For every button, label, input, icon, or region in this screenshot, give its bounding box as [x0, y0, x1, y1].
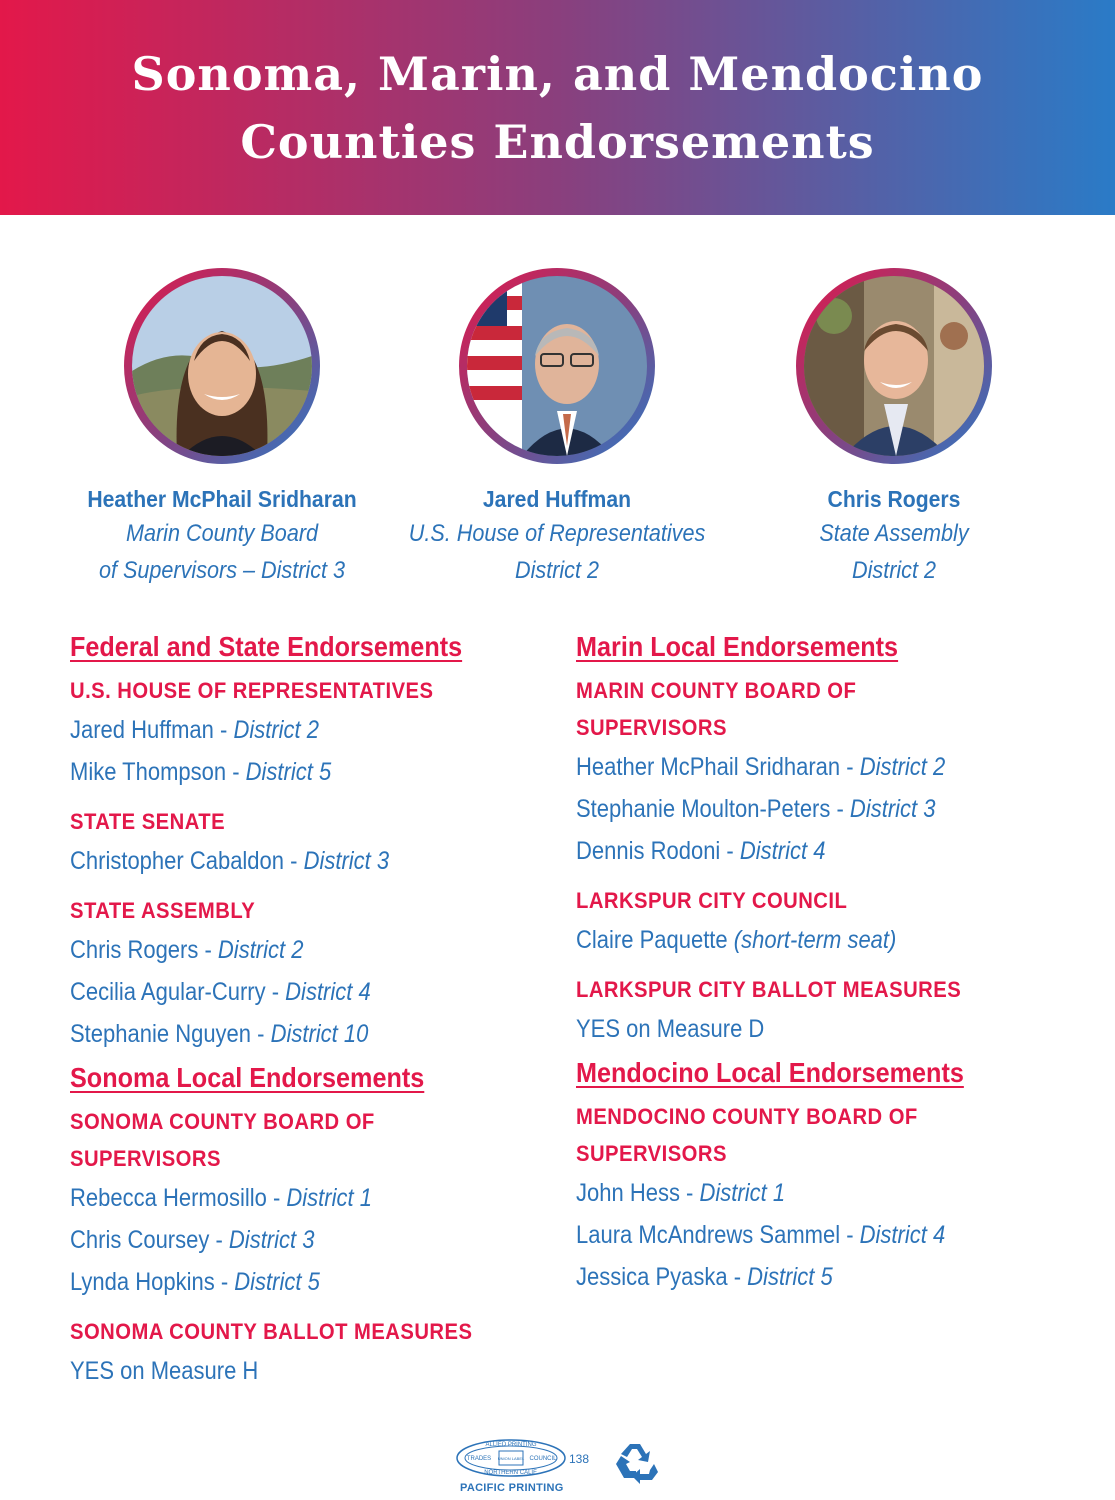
- right-endorsements-column: [576, 628, 1056, 1298]
- union-label-bug: [455, 1438, 567, 1483]
- category-title-line-1: MARIN COUNTY BOARD OF: [576, 678, 857, 703]
- endorsee-name: YES on Measure H: [70, 1357, 259, 1385]
- endorsement-entry: [576, 1256, 998, 1298]
- category-state-assembly: STATE ASSEMBLY: [70, 898, 256, 923]
- category-title-line-2: SUPERVISORS: [576, 715, 727, 740]
- category-title-line-1: SONOMA COUNTY BOARD OF: [70, 1109, 375, 1134]
- endorsee-name: Lynda Hopkins -: [70, 1268, 235, 1296]
- endorsee-district: District 10: [270, 1020, 369, 1048]
- endorsee-district: District 3: [303, 847, 390, 875]
- endorsement-entry: [576, 788, 998, 830]
- endorsement-entry: [70, 1219, 492, 1261]
- section-heading-federal-state: Federal and State Endorsements: [70, 631, 463, 662]
- endorsement-entry: [70, 1261, 492, 1303]
- endorsee-name: Rebecca Hermosillo -: [70, 1184, 287, 1212]
- union-bug-number: 138: [569, 1452, 590, 1466]
- endorsee-district: District 5: [245, 758, 332, 786]
- category-larkspur-measures: LARKSPUR CITY BALLOT MEASURES: [576, 977, 962, 1002]
- candidate-office-line-1: State Assembly: [819, 520, 969, 547]
- candidate-name: Heather McPhail Sridharan: [87, 486, 357, 512]
- candidate-photo-frame: [459, 268, 655, 464]
- endorsement-entry: [70, 1350, 492, 1392]
- title-banner: [0, 0, 1115, 215]
- endorsee-name: Stephanie Moulton-Peters -: [576, 795, 850, 823]
- endorsee-district: District 4: [739, 837, 826, 865]
- candidate-office: [404, 515, 710, 589]
- endorsee-name: John Hess -: [576, 1179, 700, 1207]
- endorsee-district: District 4: [285, 978, 371, 1006]
- printer-name: PACIFIC PRINTING: [460, 1482, 564, 1494]
- endorsement-entry: [70, 1013, 492, 1055]
- category-larkspur-council: LARKSPUR CITY COUNCIL: [576, 888, 848, 913]
- endorsee-name: Mike Thompson -: [70, 758, 246, 786]
- endorsement-entry: [576, 1008, 998, 1050]
- endorsee-district: District 1: [699, 1179, 786, 1207]
- bug-left-text: TRADES: [466, 1456, 492, 1462]
- category-title-line-1: MENDOCINO COUNTY BOARD OF: [576, 1104, 918, 1129]
- endorsement-entry: [576, 746, 998, 788]
- category-sonoma-board: [70, 1103, 512, 1177]
- category-marin-board: [576, 672, 1018, 746]
- section-heading-mendocino: Mendocino Local Endorsements: [576, 1057, 964, 1088]
- endorsee-district: District 3: [849, 795, 936, 823]
- candidate-name: Chris Rogers: [827, 486, 961, 512]
- endorsee-district: District 2: [233, 716, 320, 744]
- featured-candidate-card: [724, 268, 1064, 589]
- endorsement-entry: [576, 1214, 998, 1256]
- bug-center-text: UNION LABEL: [497, 1456, 525, 1461]
- endorsement-entry: [70, 971, 492, 1013]
- endorsement-entry: [70, 840, 492, 882]
- endorsee-name: Chris Coursey -: [70, 1226, 229, 1254]
- endorsee-name: Chris Rogers -: [70, 936, 218, 964]
- candidate-photo: [804, 276, 984, 456]
- candidate-office-line-2: of Supervisors – District 3: [98, 557, 346, 584]
- featured-candidates: [0, 268, 1115, 598]
- endorsee-district: District 2: [859, 753, 946, 781]
- endorsement-entry: [70, 709, 492, 751]
- candidate-office-line-1: U.S. House of Representatives: [408, 520, 706, 547]
- endorsee-name: Heather McPhail Sridharan -: [576, 753, 860, 781]
- endorsement-entry: [70, 1177, 492, 1219]
- endorsee-name: Laura McAndrews Sammel -: [576, 1221, 860, 1249]
- bug-right-text: COUNCIL: [529, 1456, 557, 1462]
- page-title-line-1: Sonoma, Marin, and Mendocino: [131, 46, 984, 101]
- endorsee-name: Jessica Pyaska -: [576, 1263, 748, 1291]
- candidate-office-line-1: Marin County Board: [125, 520, 319, 547]
- endorsee-seat-note: (short-term seat): [733, 926, 897, 954]
- left-endorsements-column: [70, 628, 550, 1392]
- footer: [0, 1438, 1115, 1500]
- featured-candidate-card: [387, 268, 727, 589]
- category-state-senate: STATE SENATE: [70, 809, 226, 834]
- endorsee-name: Claire Paquette: [576, 926, 734, 954]
- category-title-line-2: SUPERVISORS: [576, 1141, 727, 1166]
- endorsee-district: District 5: [747, 1263, 833, 1291]
- recycle-icon: [610, 1440, 660, 1489]
- candidate-office: [741, 515, 1047, 589]
- endorsement-entry: [576, 830, 998, 872]
- endorsee-name: Dennis Rodoni -: [576, 837, 740, 865]
- candidate-photo-frame: [124, 268, 320, 464]
- category-sonoma-measures: SONOMA COUNTY BALLOT MEASURES: [70, 1319, 473, 1344]
- endorsement-entry: [576, 919, 998, 961]
- candidate-office-line-2: District 2: [851, 557, 937, 584]
- endorsee-district: District 2: [217, 936, 304, 964]
- section-heading-marin: Marin Local Endorsements: [576, 631, 899, 662]
- endorsee-name: Stephanie Nguyen -: [70, 1020, 271, 1048]
- endorsee-district: District 4: [859, 1221, 946, 1249]
- bug-top-text: ALLIED PRINTING: [485, 1442, 537, 1448]
- candidate-office: [69, 515, 375, 589]
- candidate-photo-frame: [796, 268, 992, 464]
- endorsee-name: YES on Measure D: [576, 1015, 765, 1043]
- candidate-photo: [467, 276, 647, 456]
- endorsee-district: District 3: [228, 1226, 315, 1254]
- page-title-line-2: Counties Endorsements: [240, 114, 875, 169]
- endorsee-district: District 5: [234, 1268, 320, 1296]
- endorsement-entry: [576, 1172, 998, 1214]
- endorsee-name: Christopher Cabaldon -: [70, 847, 304, 875]
- candidate-photo: [132, 276, 312, 456]
- endorsee-name: Cecilia Agular-Curry -: [70, 978, 286, 1006]
- endorsement-entry: [70, 929, 492, 971]
- category-title-line-2: SUPERVISORS: [70, 1146, 221, 1171]
- endorsement-entry: [70, 751, 492, 793]
- category-us-house: U.S. HOUSE OF REPRESENTATIVES: [70, 678, 434, 703]
- endorsee-name: Jared Huffman -: [70, 716, 234, 744]
- featured-candidate-card: [52, 268, 392, 589]
- section-heading-sonoma: Sonoma Local Endorsements: [70, 1062, 425, 1093]
- endorsee-district: District 1: [286, 1184, 372, 1212]
- bug-bottom-text: NORTHERN CALIF.: [484, 1470, 538, 1476]
- candidate-name: Jared Huffman: [482, 486, 632, 512]
- candidate-office-line-2: District 2: [514, 557, 600, 584]
- category-mendocino-board: [576, 1098, 1018, 1172]
